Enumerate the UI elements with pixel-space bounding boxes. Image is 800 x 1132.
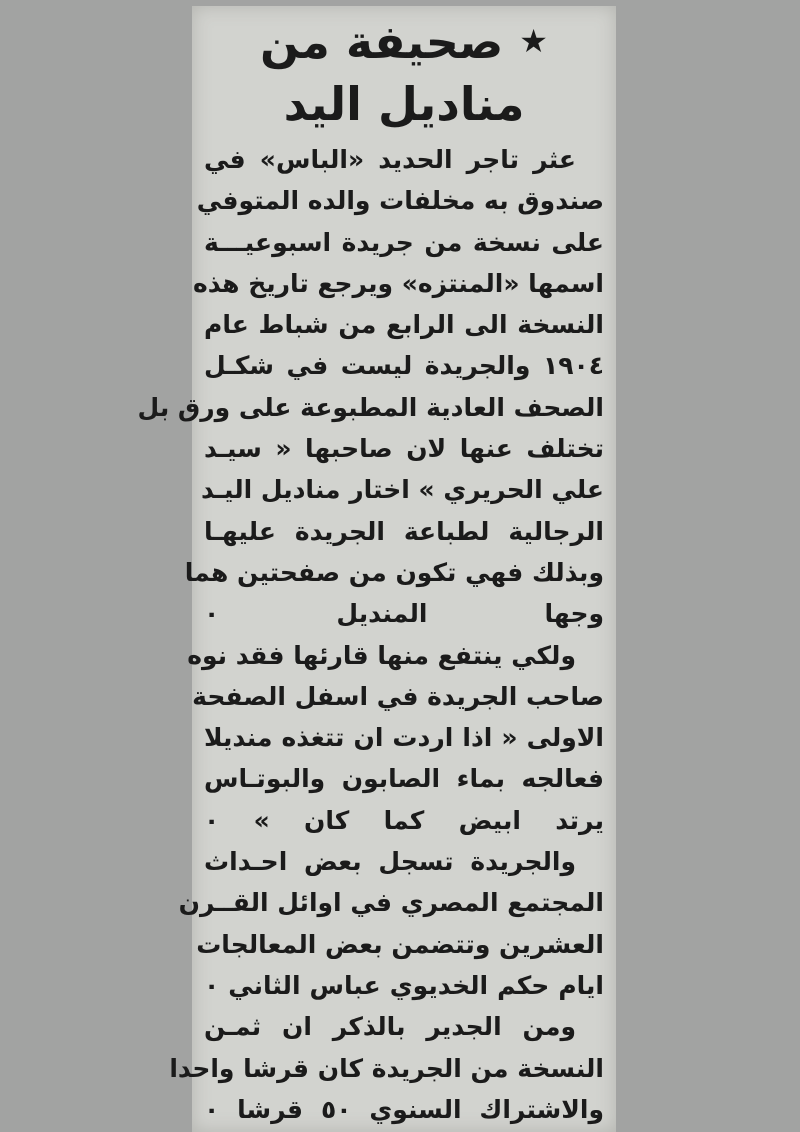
text-line: تختلف عنها لان صاحبها « سيـد [204, 434, 604, 464]
text-line: ١٩٠٤ والجريدة ليست في شكـل [204, 351, 604, 381]
paragraph-3 [178, 841, 604, 1006]
text-line: ولكي ينتفع منها قارئها فقد نوه [187, 640, 576, 670]
text-line: يرتد ابيض كما كان » ٠ [204, 805, 604, 835]
newspaper-article [137, 10, 604, 1130]
paragraph-1 [137, 139, 604, 635]
text-line: الرجالية لطباعة الجريدة عليهـا [204, 516, 604, 546]
text-line: علي الحريري » اختار مناديل اليـد [201, 475, 604, 505]
text-line: وبذلك فهي تكون من صفحتين هما [184, 557, 604, 587]
headline-line-1 [204, 10, 604, 73]
text-line: المجتمع المصري في اوائل القــرن [178, 888, 604, 918]
paragraph-4 [169, 1006, 604, 1130]
text-line: اسمها «المنتزه» ويرجع تاريخ هذه [192, 268, 604, 298]
text-line: وجها المنديل ٠ [204, 599, 604, 629]
text-line: ومن الجدير بالذكر ان ثمـن [204, 1012, 576, 1042]
text-line: والاشتراك السنوي ٥٠ قرشا ٠ [204, 1094, 604, 1124]
text-line: صندوق به مخلفات والده المتوفي [196, 186, 604, 216]
text-line: والجريدة تسجل بعض احـداث [204, 847, 576, 877]
text-line: على نسخة من جريدة اسبوعيـــة [204, 227, 604, 257]
headline-line-2: مناديل اليد [283, 77, 525, 131]
text-line: عثر تاجر الحديد «الباس» في [204, 145, 576, 174]
article-body [137, 139, 604, 1130]
text-line: النسخة الى الرابع من شباط عام [204, 310, 604, 340]
text-line: الصحف العادية المطبوعة على ورق بل [137, 392, 604, 422]
text-line: الاولى « اذا اردت ان تتغذه منديلا [204, 723, 604, 753]
article-headline [204, 10, 604, 135]
text-line: النسخة من الجريدة كان قرشا واحدا [169, 1053, 604, 1083]
text-line: صاحب الجريدة في اسفل الصفحة [192, 681, 604, 711]
text-line: العشرين وتتضمن بعض المعالجات [196, 929, 604, 959]
text-line: فعالجه بماء الصابون والبوتـاس [204, 764, 604, 794]
headline-text-1: صحيفة من [260, 15, 504, 69]
paragraph-2 [187, 635, 604, 841]
text-line: ايام حكم الخديوي عباس الثاني ٠ [204, 970, 604, 1000]
star-icon: ★ [519, 22, 548, 60]
